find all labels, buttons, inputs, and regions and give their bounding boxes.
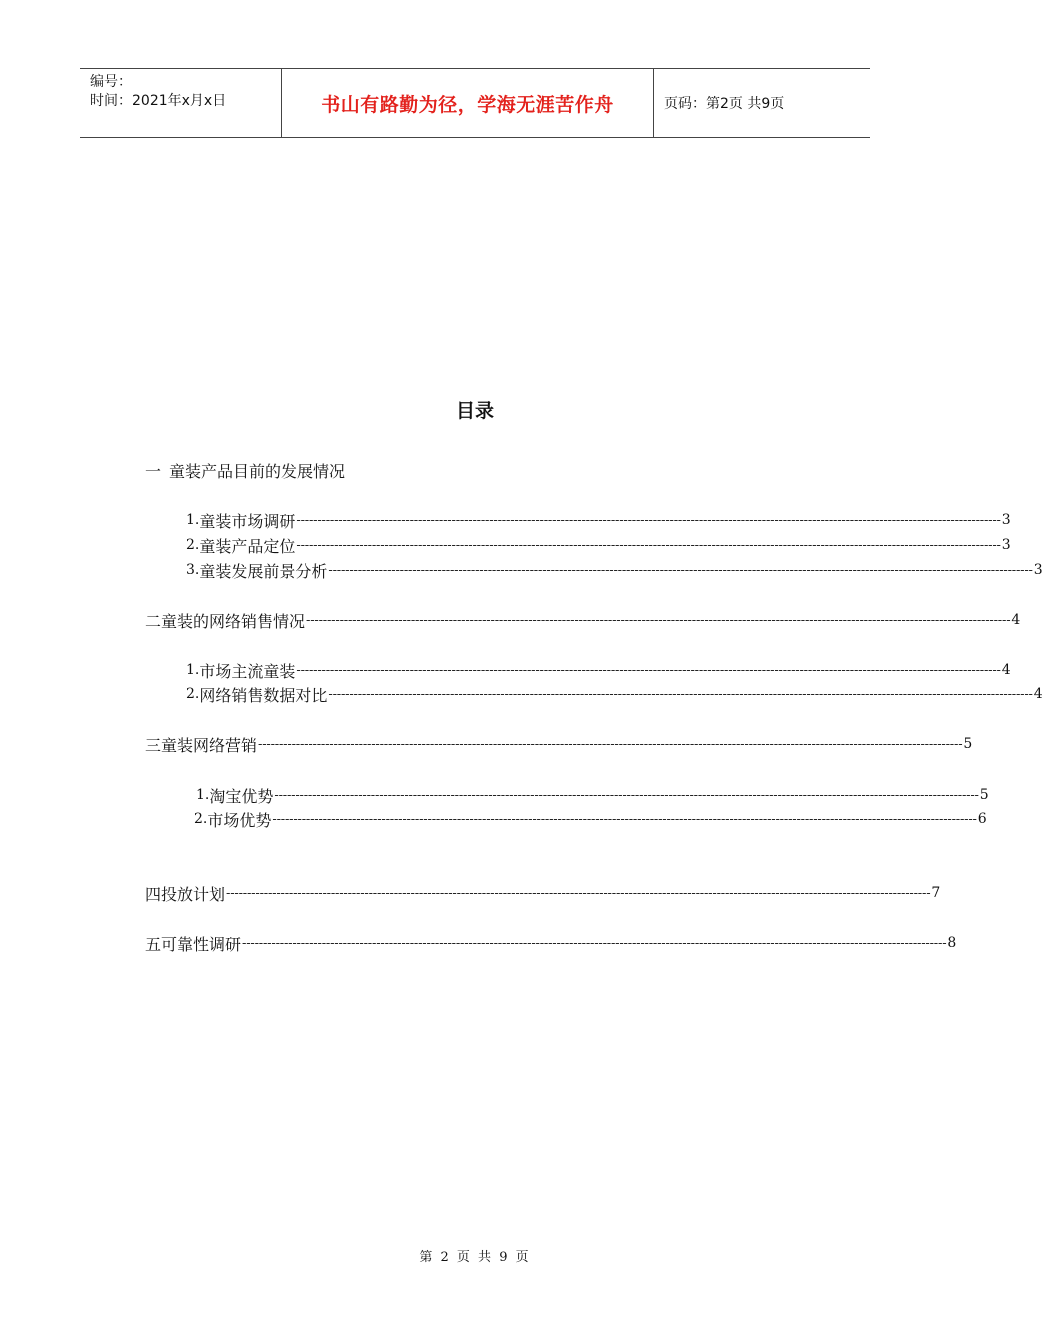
- toc-section-4[interactable]: [145, 882, 941, 904]
- toc-entry-num: 2.: [186, 686, 200, 702]
- toc-leader: ------------------------------------------------------------------------------------------------------------------------------------------------------------------------: [258, 736, 963, 752]
- toc-leader: ------------------------------------------------------------------------------------------------------------------------------------------------------------------------: [296, 537, 1001, 553]
- toc-section-3[interactable]: [145, 733, 973, 755]
- toc-page-number: 7: [931, 885, 941, 901]
- toc-page-number: 3: [1001, 512, 1011, 528]
- header-page-info: 页码：第2页 共9页: [664, 96, 785, 112]
- toc-entry-1-2[interactable]: [186, 534, 1011, 556]
- toc-entry-num: 三: [145, 735, 162, 755]
- toc-entry-label: 童装产品定位: [199, 536, 296, 556]
- toc-leader: ------------------------------------------------------------------------------------------------------------------------------------------------------------------------: [296, 662, 1001, 678]
- toc-entry-label: 童装发展前景分析: [199, 561, 328, 581]
- toc-section-5[interactable]: [145, 932, 957, 954]
- toc-entry-label: 童装的网络销售情况: [161, 611, 306, 631]
- toc-entry-1-1[interactable]: [186, 509, 1011, 531]
- toc-page-number: 4: [1011, 612, 1021, 628]
- toc-page-number: 3: [1001, 537, 1011, 553]
- toc-title: 目录: [455, 400, 494, 422]
- page-footer: 第 2 页 共 9 页: [419, 1250, 531, 1265]
- toc-leader: ------------------------------------------------------------------------------------------------------------------------------------------------------------------------: [306, 612, 1011, 628]
- toc-section-2[interactable]: [145, 609, 1021, 631]
- header-number-label: 编号：: [90, 74, 132, 90]
- toc-entry-num: 五: [145, 934, 162, 954]
- toc-leader: ------------------------------------------------------------------------------------------------------------------------------------------------------------------------: [328, 562, 1033, 578]
- toc-leader: ------------------------------------------------------------------------------------------------------------------------------------------------------------------------: [272, 811, 977, 827]
- toc-entry-2-2[interactable]: [186, 683, 1043, 705]
- toc-entry-label: 网络销售数据对比: [199, 685, 328, 705]
- header-table: [80, 68, 870, 138]
- toc-section-1-label: 童装产品目前的发展情况: [169, 461, 346, 481]
- toc-entry-label: 市场主流童装: [199, 661, 296, 681]
- toc-entry-label: 市场优势: [207, 810, 272, 830]
- toc-entry-num: 2.: [186, 537, 200, 553]
- toc-leader: ------------------------------------------------------------------------------------------------------------------------------------------------------------------------: [226, 885, 931, 901]
- toc-entry-1-3[interactable]: [186, 559, 1043, 581]
- toc-section-1: [145, 459, 345, 481]
- toc-leader: ------------------------------------------------------------------------------------------------------------------------------------------------------------------------: [328, 686, 1033, 702]
- toc-entry-num: 四: [145, 884, 162, 904]
- toc-entry-num: 3.: [186, 562, 200, 578]
- toc-entry-num: 1.: [196, 787, 210, 803]
- toc-entry-label: 投放计划: [161, 884, 226, 904]
- toc-page-number: 4: [1033, 686, 1043, 702]
- toc-entry-label: 淘宝优势: [209, 786, 274, 806]
- toc-leader: ------------------------------------------------------------------------------------------------------------------------------------------------------------------------: [296, 512, 1001, 528]
- header-meta: [80, 69, 281, 137]
- toc-entry-num: 2.: [194, 811, 208, 827]
- toc-page-number: 8: [947, 935, 957, 951]
- toc-page-number: 6: [977, 811, 987, 827]
- toc-entry-num: 1.: [186, 512, 200, 528]
- toc-entry-label: 童装市场调研: [199, 511, 296, 531]
- toc-page-number: 4: [1001, 662, 1011, 678]
- toc-entry-3-1[interactable]: [196, 784, 989, 806]
- toc-section-1-num: 一: [145, 461, 162, 481]
- toc-entry-2-1[interactable]: [186, 659, 1011, 681]
- toc-entry-label: 可靠性调研: [161, 934, 242, 954]
- toc-page-number: 5: [979, 787, 989, 803]
- toc-page-number: 3: [1033, 562, 1043, 578]
- toc-page-number: 5: [963, 736, 973, 752]
- header-time-label: 时间：2021年x月x日: [90, 93, 227, 109]
- toc-leader: ------------------------------------------------------------------------------------------------------------------------------------------------------------------------: [274, 787, 979, 803]
- toc-leader: ------------------------------------------------------------------------------------------------------------------------------------------------------------------------: [242, 935, 947, 951]
- header-motto: 书山有路勤为径，学海无涯苦作舟: [281, 69, 654, 137]
- toc-entry-3-2[interactable]: [194, 808, 987, 830]
- toc-entry-num: 1.: [186, 662, 200, 678]
- toc-entry-num: 二: [145, 611, 162, 631]
- toc-entry-label: 童装网络营销: [161, 735, 258, 755]
